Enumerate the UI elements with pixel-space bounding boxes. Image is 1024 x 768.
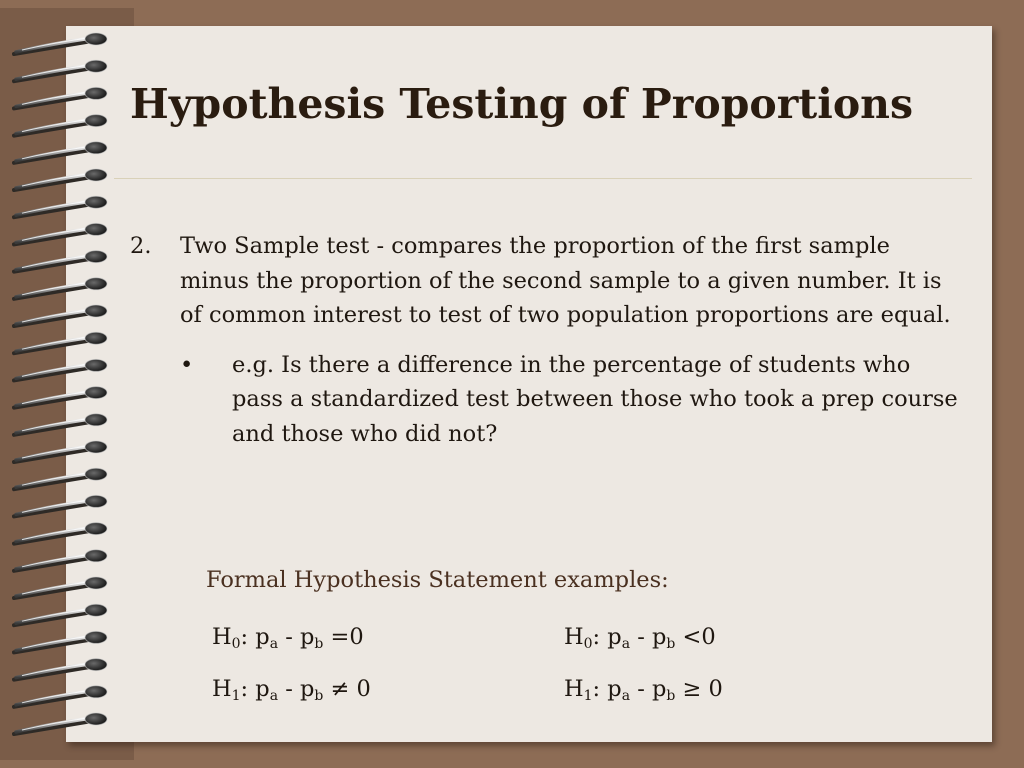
title-divider [114, 178, 972, 179]
p-symbol: p [299, 676, 315, 702]
h-subscript: 0 [583, 636, 593, 652]
separator: : [592, 624, 608, 650]
p-subscript: b [666, 636, 676, 652]
minus: - [278, 624, 300, 650]
minus: - [630, 624, 652, 650]
binding-ring [14, 495, 107, 516]
binding-ring [14, 441, 107, 462]
h-symbol: H [212, 624, 232, 650]
binding-ring [14, 332, 107, 353]
p-symbol: p [607, 624, 622, 650]
p-symbol: p [255, 624, 270, 650]
p-subscript: b [666, 688, 676, 704]
minus: - [278, 676, 300, 702]
separator: : [592, 676, 608, 702]
p-subscript: a [269, 636, 279, 652]
relation: ≠ 0 [323, 676, 371, 702]
h-symbol: H [564, 624, 584, 650]
binding-ring [14, 387, 107, 408]
binding-ring [14, 604, 107, 625]
binding-ring [14, 468, 107, 489]
p-symbol: p [651, 676, 667, 702]
bullet-icon: • [180, 351, 194, 378]
spiral-binding-icon [0, 0, 140, 768]
item-number: 2. [130, 233, 152, 259]
p-subscript: a [621, 636, 631, 652]
p-subscript: b [314, 636, 324, 652]
hypothesis-left-alt [212, 676, 371, 702]
bullet-item [180, 348, 960, 452]
binding-ring [14, 686, 107, 707]
binding-ring [14, 33, 107, 54]
bullet-text: e.g. Is there a difference in the percentage of students who pass a standardized test between those who took a prep course and those who did not? [232, 351, 958, 447]
relation: ≥ 0 [675, 676, 723, 702]
relation: <0 [675, 624, 716, 650]
binding-ring [14, 305, 107, 326]
minus: - [630, 676, 652, 702]
item-text: Two Sample test - compares the proportion of the first sample minus the proportion of the second sample to a given number. It is of common interest to test of two population proportions are equal. [180, 233, 951, 328]
hypothesis-right-alt [564, 676, 723, 702]
p-subscript: b [314, 688, 324, 704]
binding-ring [14, 251, 107, 272]
p-symbol: p [651, 624, 667, 650]
p-symbol: p [299, 624, 315, 650]
relation: =0 [323, 624, 364, 650]
binding-ring [14, 87, 107, 108]
binding-ring [14, 115, 107, 136]
h-symbol: H [212, 676, 232, 702]
p-symbol: p [255, 676, 270, 702]
binding-ring [14, 223, 107, 244]
h-symbol: H [564, 676, 584, 702]
binding-ring [14, 659, 107, 680]
hypothesis-right-null [564, 624, 716, 650]
p-subscript: a [621, 688, 631, 704]
hypothesis-left-null [212, 624, 364, 650]
separator: : [240, 624, 256, 650]
binding-ring [14, 278, 107, 299]
slide-title: Hypothesis Testing of Proportions [130, 80, 914, 128]
formal-hypothesis-heading: Formal Hypothesis Statement examples: [206, 567, 669, 593]
h-subscript: 1 [583, 688, 593, 704]
binding-ring [14, 631, 107, 652]
slide-body [130, 229, 960, 451]
numbered-item [130, 229, 960, 333]
h-subscript: 0 [231, 636, 241, 652]
binding-ring [14, 60, 107, 81]
separator: : [240, 676, 256, 702]
binding-ring [14, 359, 107, 380]
binding-ring [14, 169, 107, 190]
binding-ring [14, 142, 107, 163]
p-symbol: p [607, 676, 622, 702]
slide-page [66, 26, 992, 742]
binding-ring [14, 523, 107, 544]
binding-ring [14, 577, 107, 598]
binding-ring [14, 550, 107, 571]
binding-ring [14, 414, 107, 435]
h-subscript: 1 [231, 688, 241, 704]
binding-ring [14, 196, 107, 217]
binding-ring [14, 713, 107, 734]
p-subscript: a [269, 688, 279, 704]
